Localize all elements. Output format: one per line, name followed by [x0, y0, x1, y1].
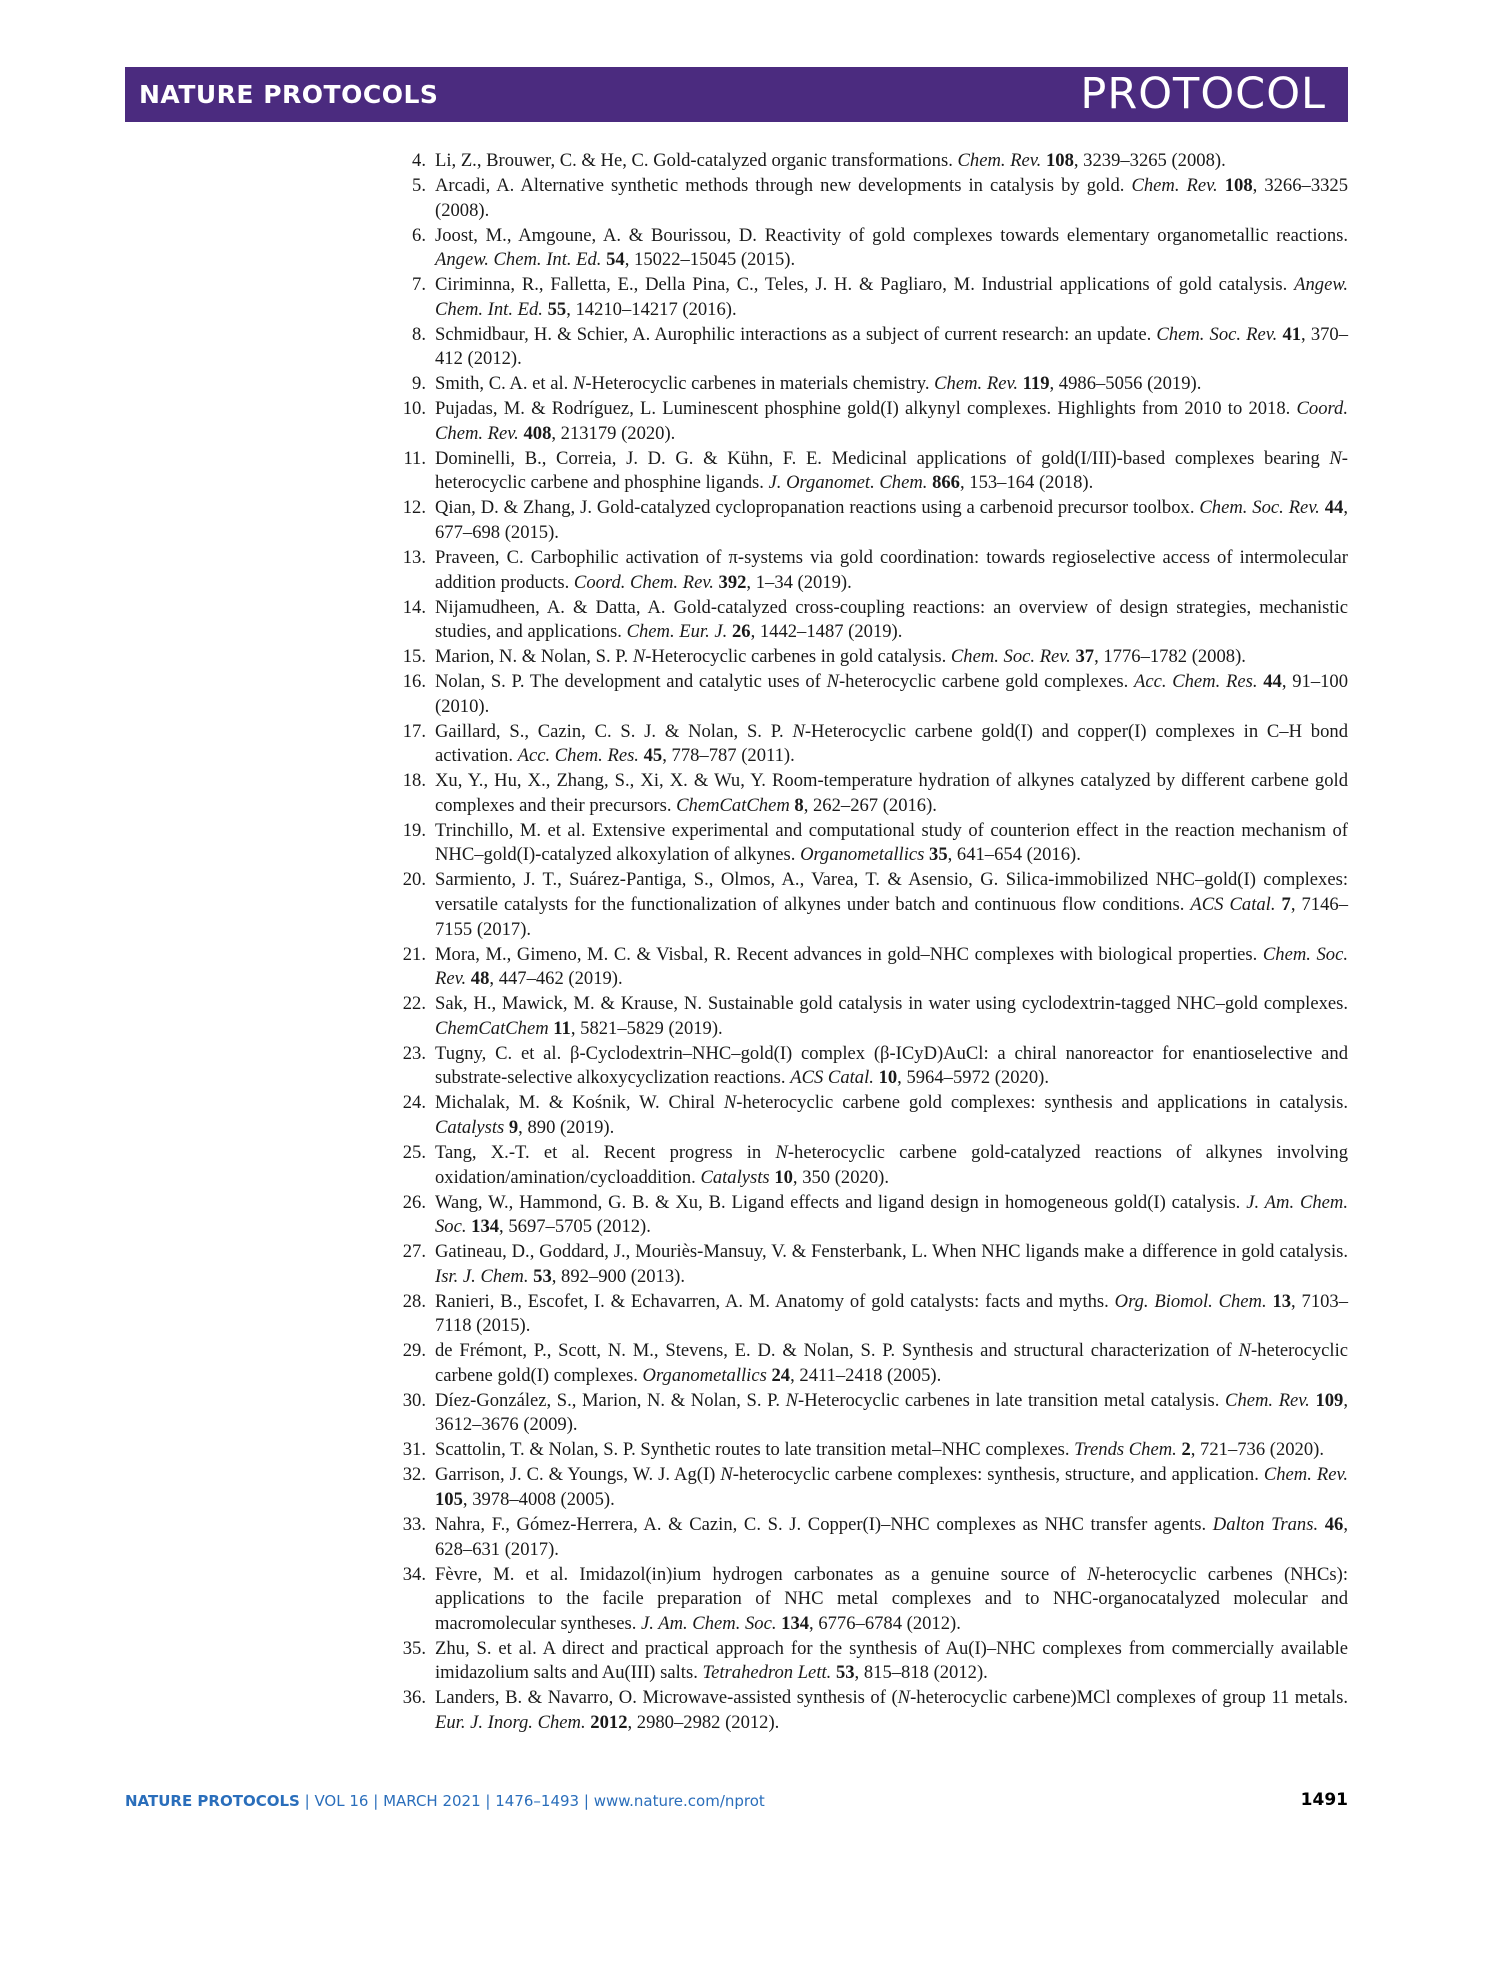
reference-italic-text: Coord. Chem. Rev. — [435, 398, 1348, 444]
reference-text: -heterocyclic carbene and phosphine ligands. — [435, 447, 1348, 494]
reference-text: Landers, B. & Navarro, O. Microwave-assisted synthesis of ( — [435, 1687, 898, 1709]
reference-text: Ciriminna, R., Falletta, E., Della Pina, C., Teles, J. H. & Pagliaro, M. Industrial applications of gold catalysis. — [435, 274, 1295, 296]
page-header — [125, 67, 1348, 122]
reference-number: 14. — [402, 596, 426, 618]
reference-text: , 3239–3265 (2008). — [1073, 150, 1226, 171]
reference-text: , 91–100 (2010). — [435, 671, 1349, 717]
reference-item — [0, 447, 1348, 496]
reference-italic-text: Coord. Chem. Rev. — [573, 571, 714, 593]
reference-italic-text: Tetrahedron Lett. — [702, 1662, 832, 1684]
reference-text: , 3612–3676 (2009). — [435, 1389, 1348, 1436]
reference-item — [0, 1438, 1348, 1463]
reference-text: , 370–412 (2012). — [435, 323, 1349, 370]
reference-text: , 7103–7118 (2015). — [435, 1290, 1349, 1337]
reference-italic-text: J. Am. Chem. Soc. — [641, 1612, 777, 1634]
reference-text: , 3266–3325 (2008). — [435, 174, 1349, 221]
journal-name: NATURE PROTOCOLS — [139, 80, 439, 109]
reference-number: 8. — [412, 323, 426, 345]
reference-text: -heterocyclic carbene)MCl complexes of group 11 metals. — [910, 1687, 1348, 1709]
reference-italic-text: J. Organomet. Chem. — [768, 472, 928, 494]
reference-item — [0, 1463, 1348, 1512]
reference-italic-text: N — [826, 671, 839, 693]
reference-italic-text: Catalysts — [700, 1166, 770, 1188]
reference-italic-text: Trends Chem. — [1074, 1439, 1177, 1461]
reference-number: 23. — [402, 1042, 426, 1064]
reference-italic-text: Chem. Soc. Rev. — [950, 646, 1071, 668]
reference-number: 18. — [402, 770, 426, 792]
reference-italic-text: N — [632, 646, 646, 668]
reference-text: , 1776–1782 (2008). — [1094, 646, 1246, 668]
reference-number: 30. — [402, 1389, 426, 1411]
reference-volume: 11 — [553, 1017, 571, 1039]
reference-text: , 815–818 (2012). — [854, 1662, 988, 1684]
reference-text: Zhu, S. et al. A direct and practical approach for the synthesis of Au(I)–NHC complexes from commercially available imidazolium salts and Au(III) salts. — [435, 1637, 1348, 1684]
reference-text: -heterocyclic carbene gold(I) complexes. — [435, 1340, 1348, 1386]
reference-italic-text: N — [897, 1687, 911, 1709]
page-footer: NATURE PROTOCOLS | VOL 16 | MARCH 2021 | 1476–1493 | www.nature.com/nprot — [125, 1792, 765, 1810]
reference-volume: 35 — [929, 844, 948, 866]
reference-italic-text: Chem. Rev. — [1263, 1464, 1348, 1486]
reference-italic-text: Organometallics — [642, 1364, 767, 1386]
reference-text: Xu, Y., Hu, X., Zhang, S., Xi, X. & Wu, Y. Room-temperature hydration of alkynes catalyzed by different carbene gold complexes and their precursors. — [435, 770, 1348, 816]
reference-text: Tugny, C. et al. β-Cyclodextrin–NHC–gold(I) complex (β-ICyD)AuCl: a chiral nanoreactor for enantioselective and substrate-selective alkoxycyclization reactions. — [435, 1042, 1348, 1089]
reference-text: Schmidbaur, H. & Schier, A. Aurophilic interactions as a subject of current research: an update. — [435, 323, 1157, 345]
reference-italic-text: N — [723, 1092, 737, 1114]
reference-text: , 5697–5705 (2012). — [499, 1216, 651, 1238]
reference-text: Trinchillo, M. et al. Extensive experimental and computational study of counterion effect in the reaction mechanism of NHC–gold(I)-catalyzed alkoxylation of alkynes. — [435, 819, 1348, 866]
page-number: 1491 — [1300, 1790, 1348, 1810]
reference-volume: 24 — [771, 1364, 791, 1386]
reference-number: 4. — [412, 150, 426, 171]
reference-item — [0, 1637, 1348, 1686]
article-type: PROTOCOL — [1080, 69, 1326, 119]
reference-volume: 53 — [835, 1662, 855, 1684]
reference-number: 28. — [402, 1290, 426, 1312]
reference-text: -Heterocyclic carbene gold(I) and copper(I) complexes in C–H bond activation. — [435, 720, 1348, 767]
reference-number: 7. — [412, 274, 426, 296]
reference-text: Marion, N. & Nolan, S. P. — [435, 646, 633, 668]
reference-italic-text: Chem. Soc. Rev. — [1199, 497, 1320, 519]
reference-italic-text: Isr. J. Chem. — [435, 1265, 529, 1287]
reference-text: de Frémont, P., Scott, N. M., Stevens, E. D. & Nolan, S. P. Synthesis and structural characterization of — [435, 1340, 1239, 1362]
reference-text: , 2980–2982 (2012). — [627, 1711, 780, 1733]
reference-volume: 108 — [1224, 174, 1253, 196]
reference-text: , 5964–5972 (2020). — [897, 1067, 1049, 1089]
reference-text: , 641–654 (2016). — [947, 844, 1081, 866]
reference-volume: 108 — [1045, 150, 1074, 171]
reference-number: 36. — [402, 1687, 426, 1709]
reference-italic-text: Eur. J. Inorg. Chem. — [435, 1711, 586, 1733]
reference-text: , 1–34 (2019). — [746, 571, 852, 593]
reference-text: , 892–900 (2013). — [551, 1265, 685, 1287]
reference-item — [0, 174, 1348, 223]
reference-text: , 153–164 (2018). — [959, 472, 1094, 494]
reference-italic-text: Chem. Eur. J. — [626, 621, 728, 643]
reference-text: Dominelli, B., Correia, J. D. G. & Kühn, F. E. Medicinal applications of gold(I/III)-based complexes bearing — [435, 447, 1330, 469]
reference-item — [0, 819, 1348, 868]
reference-text: , 628–631 (2017). — [435, 1513, 1348, 1560]
reference-volume: 408 — [523, 422, 552, 444]
reference-volume: 7 — [1281, 894, 1291, 916]
reference-text: -heterocyclic carbenes (NHCs): applications to the facile preparation of NHC metal complexes and to NHC-organocatalyzed molecular and macromolecular syntheses. — [435, 1563, 1348, 1634]
reference-text: Qian, D. & Zhang, J. Gold-catalyzed cyclopropanation reactions using a carbenoid precursor toolbox. — [435, 497, 1200, 519]
reference-text: , 447–462 (2019). — [489, 968, 623, 990]
reference-number: 31. — [402, 1439, 426, 1461]
reference-item — [0, 670, 1348, 719]
reference-number: 24. — [402, 1092, 426, 1114]
reference-text: Sarmiento, J. T., Suárez-Pantiga, S., Olmos, A., Varea, T. & Asensio, G. Silica-immobilized NHC–gold(I) complexes: versatile catalysts for the functionalization of alkynes under batch and continuous flow conditions. — [435, 869, 1348, 916]
reference-volume: 13 — [1272, 1290, 1292, 1312]
reference-number: 16. — [402, 671, 426, 693]
reference-number: 34. — [402, 1563, 426, 1585]
reference-text: , 213179 (2020). — [551, 422, 676, 444]
reference-italic-text: Chem. Rev. — [1131, 174, 1218, 196]
reference-list — [0, 149, 1348, 1736]
reference-text: -Heterocyclic carbenes in late transition metal catalysis. — [798, 1389, 1226, 1411]
reference-italic-text: N — [792, 720, 805, 742]
reference-number: 27. — [402, 1241, 426, 1263]
reference-italic-text: N — [720, 1464, 733, 1486]
footer-url-link[interactable]: www.nature.com/nprot — [593, 1792, 765, 1810]
reference-italic-text: N — [1329, 447, 1342, 469]
reference-number: 29. — [402, 1340, 426, 1362]
reference-italic-text: Acc. Chem. Res. — [1133, 671, 1258, 693]
reference-italic-text: Organometallics — [800, 844, 925, 866]
reference-text: -Heterocyclic carbenes in gold catalysis. — [645, 646, 951, 668]
reference-text: -heterocyclic carbene complexes: synthesis, structure, and application. — [732, 1464, 1264, 1486]
reference-italic-text: ACS Catal. — [1190, 894, 1276, 916]
reference-italic-text: Dalton Trans. — [1212, 1513, 1319, 1535]
reference-number: 5. — [412, 174, 426, 196]
footer-journal: NATURE PROTOCOLS — [125, 1792, 300, 1810]
reference-text: Nijamudheen, A. & Datta, A. Gold-catalyzed cross-coupling reactions: an overview of design strategies, mechanistic studies, and applications. — [435, 596, 1348, 643]
reference-item — [0, 372, 1348, 397]
reference-number: 15. — [402, 646, 426, 668]
reference-text: Díez-González, S., Marion, N. & Nolan, S. P. — [435, 1389, 786, 1411]
reference-text — [1318, 1514, 1325, 1535]
footer-date: MARCH 2021 — [383, 1792, 481, 1810]
reference-volume: 41 — [1282, 323, 1302, 345]
reference-item — [0, 1141, 1348, 1190]
reference-item — [0, 1513, 1348, 1562]
reference-text: Nolan, S. P. The development and catalytic uses of — [435, 671, 827, 693]
reference-number: 19. — [402, 819, 426, 841]
reference-text: , 1442–1487 (2019). — [750, 621, 903, 643]
reference-volume: 55 — [547, 298, 567, 320]
reference-item — [0, 992, 1348, 1041]
reference-text: , 15022–15045 (2015). — [624, 249, 796, 271]
reference-italic-text: ChemCatChem — [676, 794, 790, 816]
reference-volume: 26 — [731, 621, 751, 643]
reference-text: , 7146–7155 (2017). — [435, 894, 1348, 940]
reference-italic-text: N — [1087, 1563, 1100, 1585]
reference-volume: 44 — [1263, 671, 1282, 693]
reference-item — [0, 1091, 1348, 1140]
reference-volume: 45 — [643, 745, 663, 767]
reference-item — [0, 496, 1348, 545]
reference-number: 32. — [402, 1464, 426, 1486]
reference-volume: 134 — [471, 1216, 500, 1238]
reference-volume: 392 — [718, 571, 747, 593]
reference-number: 35. — [402, 1637, 426, 1659]
reference-item — [0, 273, 1348, 322]
reference-volume: 46 — [1324, 1513, 1344, 1535]
reference-text: Gaillard, S., Cazin, C. S. J. & Nolan, S. P. — [435, 720, 793, 742]
reference-number: 11. — [403, 447, 426, 469]
reference-item — [0, 546, 1348, 595]
reference-italic-text: Catalysts — [435, 1116, 505, 1138]
reference-text: , 721–736 (2020). — [1190, 1439, 1324, 1461]
footer-pages: 1476–1493 — [495, 1792, 580, 1810]
reference-text: Fèvre, M. et al. Imidazol(in)ium hydrogen carbonates as a genuine source of — [435, 1563, 1088, 1585]
reference-item — [0, 224, 1348, 273]
reference-number: 12. — [402, 497, 426, 519]
reference-italic-text: ChemCatChem — [435, 1017, 549, 1039]
reference-italic-text: Chem. Soc. Rev. — [1156, 323, 1278, 345]
reference-volume: 37 — [1075, 646, 1095, 668]
reference-item — [0, 1290, 1348, 1339]
reference-volume: 2012 — [590, 1711, 628, 1733]
reference-item — [0, 943, 1348, 992]
reference-number: 10. — [402, 398, 426, 420]
reference-item — [0, 397, 1348, 446]
reference-text: Mora, M., Gimeno, M. C. & Visbal, R. Recent advances in gold–NHC complexes with biological properties. — [435, 943, 1263, 965]
reference-item — [0, 1042, 1348, 1091]
reference-text: Ranieri, B., Escofet, I. & Echavarren, A. M. Anatomy of gold catalysts: facts and myths. — [435, 1290, 1115, 1312]
reference-text: , 677–698 (2015). — [435, 497, 1348, 544]
reference-italic-text: N — [785, 1389, 799, 1411]
reference-volume: 134 — [781, 1612, 810, 1634]
reference-text: Tang, X.-T. et al. Recent progress in — [435, 1141, 776, 1163]
reference-text — [1218, 175, 1225, 196]
reference-item — [0, 868, 1348, 942]
reference-text: Pujadas, M. & Rodríguez, L. Luminescent phosphine gold(I) alkynyl complexes. Highlights from 2010 to 2018. — [435, 398, 1297, 420]
reference-number: 20. — [402, 869, 426, 891]
reference-item — [0, 1240, 1348, 1289]
reference-text: Arcadi, A. Alternative synthetic methods through new developments in catalysis by gold. — [435, 174, 1132, 196]
reference-number: 17. — [402, 720, 426, 742]
reference-text: Praveen, C. Carbophilic activation of π-systems via gold coordination: towards regioselective access of intermolecular addition products. — [435, 547, 1348, 593]
reference-text: , 262–267 (2016). — [803, 794, 937, 816]
reference-number: 9. — [412, 373, 426, 395]
reference-volume: 10 — [774, 1166, 793, 1188]
reference-italic-text: Org. Biomol. Chem. — [1114, 1290, 1267, 1312]
reference-volume: 109 — [1315, 1389, 1344, 1411]
reference-volume: 105 — [435, 1489, 463, 1510]
reference-item — [0, 323, 1348, 372]
reference-italic-text: J. Am. Chem. Soc. — [435, 1191, 1348, 1238]
reference-italic-text: Chem. Rev. — [957, 150, 1042, 171]
reference-text: Garrison, J. C. & Youngs, W. J. Ag(I) — [435, 1464, 721, 1486]
reference-number: 25. — [402, 1141, 426, 1163]
reference-text: , 5821–5829 (2019). — [570, 1017, 723, 1039]
reference-text: Joost, M., Amgoune, A. & Bourissou, D. Reactivity of gold complexes towards elementary organometallic reactions. — [435, 224, 1348, 246]
reference-number: 6. — [412, 224, 426, 246]
reference-volume: 44 — [1324, 497, 1344, 519]
reference-item — [0, 1191, 1348, 1240]
reference-italic-text: Chem. Rev. — [1225, 1389, 1310, 1411]
reference-number: 22. — [402, 993, 426, 1015]
footer-volume: VOL 16 — [314, 1792, 369, 1810]
reference-text: Wang, W., Hammond, G. B. & Xu, B. Ligand effects and ligand design in homogeneous gold(I) catalysis. — [435, 1191, 1247, 1213]
reference-italic-text: Angew. Chem. Int. Ed. — [435, 249, 602, 271]
reference-volume: 8 — [794, 794, 804, 816]
reference-italic-text: N — [572, 373, 586, 395]
reference-volume: 2 — [1181, 1439, 1191, 1461]
reference-volume: 9 — [508, 1116, 519, 1138]
reference-text: , 14210–14217 (2016). — [566, 298, 737, 320]
reference-text: -heterocyclic carbene gold complexes: synthesis and applications in catalysis. — [736, 1092, 1348, 1114]
reference-number: 33. — [402, 1513, 426, 1535]
reference-item — [0, 1389, 1348, 1438]
reference-text: Sak, H., Mawick, M. & Krause, N. Sustainable gold catalysis in water using cyclodextrin-tagged NHC–gold complexes. — [435, 993, 1348, 1015]
reference-item — [0, 769, 1348, 818]
reference-text: , 6776–6784 (2012). — [809, 1612, 961, 1634]
reference-text: , 2411–2418 (2005). — [790, 1364, 942, 1386]
reference-item — [0, 596, 1348, 645]
reference-italic-text: N — [1238, 1340, 1251, 1362]
reference-item — [0, 1563, 1348, 1637]
reference-item — [0, 645, 1348, 670]
reference-item — [0, 149, 1348, 174]
reference-volume: 10 — [878, 1067, 898, 1089]
reference-number: 21. — [402, 943, 426, 965]
reference-number: 26. — [402, 1191, 426, 1213]
reference-volume: 54 — [606, 249, 625, 271]
reference-italic-text: Acc. Chem. Res. — [517, 745, 639, 767]
reference-italic-text: Angew. Chem. Int. Ed. — [435, 274, 1348, 320]
reference-italic-text: Chem. Soc. Rev. — [435, 943, 1348, 990]
reference-text: Scattolin, T. & Nolan, S. P. Synthetic routes to late transition metal–NHC complexes. — [435, 1439, 1075, 1461]
reference-text: -heterocyclic carbene gold complexes. — [838, 671, 1134, 693]
reference-item — [0, 1339, 1348, 1388]
reference-text: , 778–787 (2011). — [662, 745, 795, 767]
reference-text: , 890 (2019). — [518, 1116, 615, 1138]
reference-number: 13. — [402, 547, 426, 569]
reference-text: Li, Z., Brouwer, C. & He, C. Gold-catalyzed organic transformations. — [435, 150, 958, 171]
reference-item — [0, 720, 1348, 769]
reference-italic-text: ACS Catal. — [790, 1067, 874, 1089]
reference-text: Gatineau, D., Goddard, J., Mouriès-Mansuy, V. & Fensterbank, L. When NHC ligands make a difference in gold catalysis. — [435, 1241, 1348, 1263]
reference-text: , 3978–4008 (2005). — [462, 1489, 615, 1510]
reference-item — [0, 1686, 1348, 1735]
reference-text: Michalak, M. & Kośnik, W. Chiral — [435, 1092, 724, 1114]
reference-text: Nahra, F., Gómez-Herrera, A. & Cazin, C. S. J. Copper(I)–NHC complexes as NHC transfer agents. — [435, 1513, 1213, 1535]
reference-italic-text: Chem. Rev. — [934, 373, 1018, 395]
reference-volume: 119 — [1022, 373, 1050, 395]
reference-volume: 53 — [533, 1265, 552, 1287]
reference-volume: 866 — [932, 472, 960, 494]
reference-text: Smith, C. A. et al. — [435, 373, 573, 395]
reference-text: -Heterocyclic carbenes in materials chemistry. — [585, 373, 935, 395]
reference-volume: 48 — [470, 968, 490, 990]
reference-text: -heterocyclic carbene gold-catalyzed reactions of alkynes involving oxidation/amination/cycloaddition. — [435, 1141, 1349, 1188]
reference-text: , 4986–5056 (2019). — [1049, 373, 1202, 395]
reference-italic-text: N — [775, 1141, 788, 1163]
reference-text: , 350 (2020). — [792, 1166, 889, 1188]
